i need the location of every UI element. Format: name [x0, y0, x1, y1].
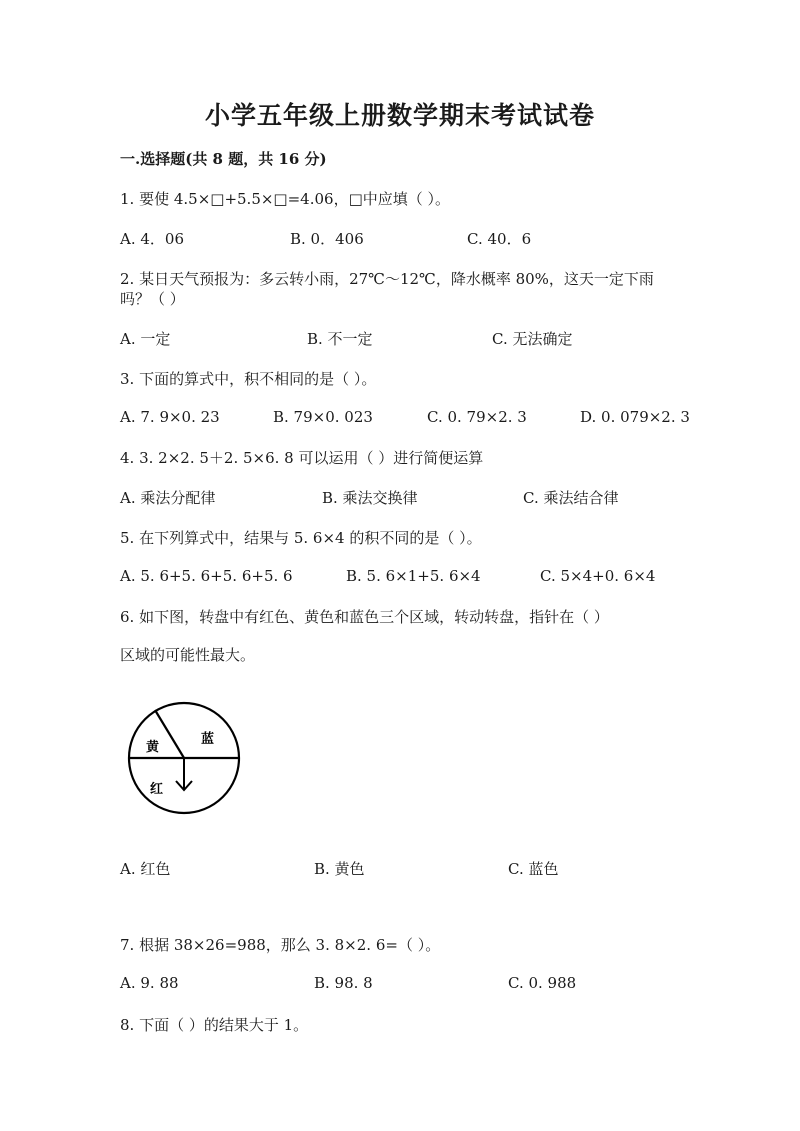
question-5-option-b: B. 5. 6×1+5. 6×4 — [346, 567, 481, 585]
question-1-option-b: B. 0．406 — [290, 230, 364, 248]
question-4-option-b: B. 乘法交换律 — [322, 489, 418, 507]
question-3-option-b: B. 79×0. 023 — [273, 408, 373, 426]
question-6-stem-line-2: 区域的可能性最大。 — [120, 646, 256, 664]
question-6-stem-line-1: 6. 如下图，转盘中有红色、黄色和蓝色三个区域，转动转盘，指针在（ ） — [120, 608, 609, 626]
section-heading: 一.选择题(共 8 题，共 16 分) — [120, 150, 327, 168]
question-7-option-a: A. 9. 88 — [120, 974, 179, 992]
question-2-stem-line-2: 吗？（ ） — [120, 290, 185, 308]
spinner-divider-diagonal — [155, 710, 184, 758]
question-2-stem-line-1: 2. 某日天气预报为：多云转小雨，27℃～12℃，降水概率 80%，这天一定下雨 — [120, 270, 654, 288]
question-4-stem: 4. 3. 2×2. 5＋2. 5×6. 8 可以运用（ ）进行简便运算 — [120, 449, 484, 467]
question-1-option-c: C. 40．6 — [467, 230, 532, 248]
question-3-option-c: C. 0. 79×2. 3 — [427, 408, 527, 426]
question-4-option-c: C. 乘法结合律 — [523, 489, 619, 507]
page-title: 小学五年级上册数学期末考试试卷 — [204, 101, 595, 130]
spinner-figure — [126, 697, 242, 815]
question-6-option-c: C. 蓝色 — [508, 860, 559, 878]
question-5-option-c: C. 5×4+0. 6×4 — [540, 567, 656, 585]
question-3-stem: 3. 下面的算式中，积不相同的是（ ）。 — [120, 370, 377, 388]
question-3-option-d: D. 0. 079×2. 3 — [580, 408, 690, 426]
question-5-stem: 5. 在下列算式中，结果与 5. 6×4 的积不同的是（ ）。 — [120, 529, 482, 547]
question-2-option-b: B. 不一定 — [307, 330, 373, 348]
spinner-label-red: 红 — [150, 782, 164, 797]
question-5-option-a: A. 5. 6+5. 6+5. 6+5. 6 — [120, 567, 293, 585]
question-3-option-a: A. 7. 9×0. 23 — [120, 408, 220, 426]
question-8-stem: 8. 下面（ ）的结果大于 1。 — [120, 1016, 309, 1034]
question-1-stem: 1. 要使 4.5×□+5.5×□=4.06，□中应填（ ）。 — [120, 190, 451, 208]
question-7-stem: 7. 根据 38×26=988，那么 3. 8×2. 6=（ ）。 — [120, 936, 441, 954]
question-1-option-a: A. 4．06 — [120, 230, 184, 248]
question-6-option-b: B. 黄色 — [314, 860, 365, 878]
question-4-option-a: A. 乘法分配律 — [120, 489, 216, 507]
spinner-label-yellow: 黄 — [146, 740, 160, 755]
question-2-option-a: A. 一定 — [120, 330, 171, 348]
question-2-option-c: C. 无法确定 — [492, 330, 573, 348]
question-7-option-b: B. 98. 8 — [314, 974, 373, 992]
question-7-option-c: C. 0. 988 — [508, 974, 577, 992]
spinner-label-blue: 蓝 — [201, 732, 215, 747]
question-6-option-a: A. 红色 — [120, 860, 171, 878]
